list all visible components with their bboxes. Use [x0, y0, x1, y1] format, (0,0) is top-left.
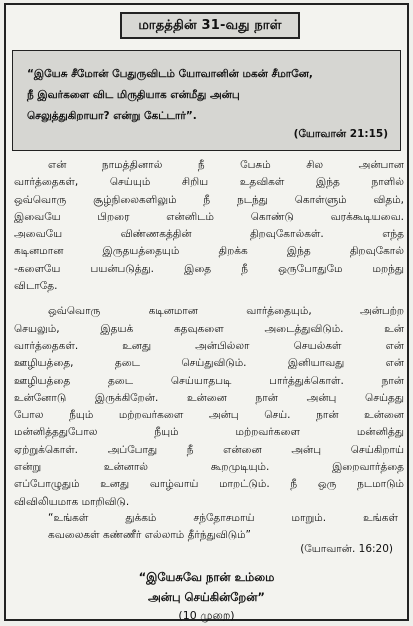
text-line: மன்னித்ததுபோல நீயும் மற்றவர்களை மன்னித்து: [14, 426, 404, 439]
text-line: அவையே விண்ணகத்தின் திறவுகோல்கள். எந்த: [14, 228, 404, 241]
scripture-verse-box: [12, 50, 401, 151]
verse-line: நீ இவர்களை விட மிருதியாக என்மீது அன்பு: [27, 89, 240, 101]
text-line: வார்த்தைகள். உனது அன்பில்லா செயல்கள் என்: [14, 339, 404, 352]
closing-prayer-line-2: அன்பு செய்கின்றேன்”: [148, 590, 265, 604]
text-line: இவையே பிறரை என்னிடம் கொண்டு வரக்கூடியவை.: [14, 210, 404, 223]
text-line: ஏற்றுக்கொள். அப்போது நீ என்னை அன்பு செய்கிறாய்: [14, 443, 404, 456]
repeat-count: (10 முறை): [178, 609, 235, 622]
text-line: என் நாமத்தினால் நீ பேசும் சில அன்பான: [48, 159, 404, 171]
page-title: மாதத்தின் 31-வது நாள்: [120, 12, 300, 39]
text-line: செயலும், இதயக் கதவுகளை அடைத்துவிடும். உன்: [14, 322, 404, 335]
text-line: என்று உன்னால் கூறமுடியும். இறைவார்த்தை: [14, 461, 404, 474]
text-line: ஊழியத்தை, தடை செய்துவிடும். இனியாவது என்: [14, 357, 404, 370]
verse-line: “இயேசு சீமோன் பேதுருவிடம் யோவானின் மகன் சீமானே,: [27, 68, 313, 80]
devotional-page: [4, 3, 409, 621]
quote-line: “உங்கள் துக்கம் சந்தோசமாய் மாறும். உங்கள்: [48, 512, 398, 524]
paragraph-2: [14, 303, 404, 511]
body-text: [14, 157, 404, 511]
text-line: -களையே பயன்படுத்து. இதை நீ ஒருபோதுமே மறந்து: [14, 262, 404, 275]
text-line: உன்னோடு இருக்கிறேன். உன்னை நான் அன்பு செய்தது: [14, 391, 404, 404]
quote-reference: (யோவான். 16:20): [300, 543, 393, 555]
text-line: வார்த்தைகள், செய்யும் சிறிய உதவிகள் இந்த நாளில்: [14, 176, 404, 189]
text-line: கடினமான இருதயத்தையும் திறக்க இந்த திறவுகோல்: [14, 245, 404, 258]
verse-reference: (யோவான் 21:15): [293, 128, 388, 140]
closing-scripture-quote: [48, 510, 398, 545]
text-line: ஊழியத்தை தடை செய்யாதபடி பார்த்துக்கொள். நான்: [14, 374, 404, 387]
text-line: ஒவ்வொரு சூழ்நிலைகளிலும் நீ நடந்து கொள்ளும் விதம்,: [14, 193, 404, 206]
verse-line: செலுத்துகிறாயா? என்று கேட்டார்”.: [27, 110, 197, 122]
closing-prayer-line-1: “இயேசுவே நான் உம்மை: [138, 570, 275, 584]
quote-line: கவலைகள் கண்ணீர் எல்லாம் தீர்ந்துவிடும்”: [48, 529, 251, 542]
text-line: எப்போழுதும் உனது வாழ்வாய் மாறட்டும். நீ ஒரு நடமாடும்: [14, 478, 404, 491]
paragraph-1: [14, 157, 404, 295]
text-line: விடாதே.: [14, 280, 58, 293]
text-line: விவிலியமாக மாறிவிடு.: [14, 495, 130, 508]
text-line: போல நீயும் மற்றவர்களை அன்பு செய். நான் உன்னை: [14, 409, 404, 422]
text-line: ஒவ்வொரு கடினமான வார்த்தையும், அன்பற்ற: [48, 305, 404, 318]
